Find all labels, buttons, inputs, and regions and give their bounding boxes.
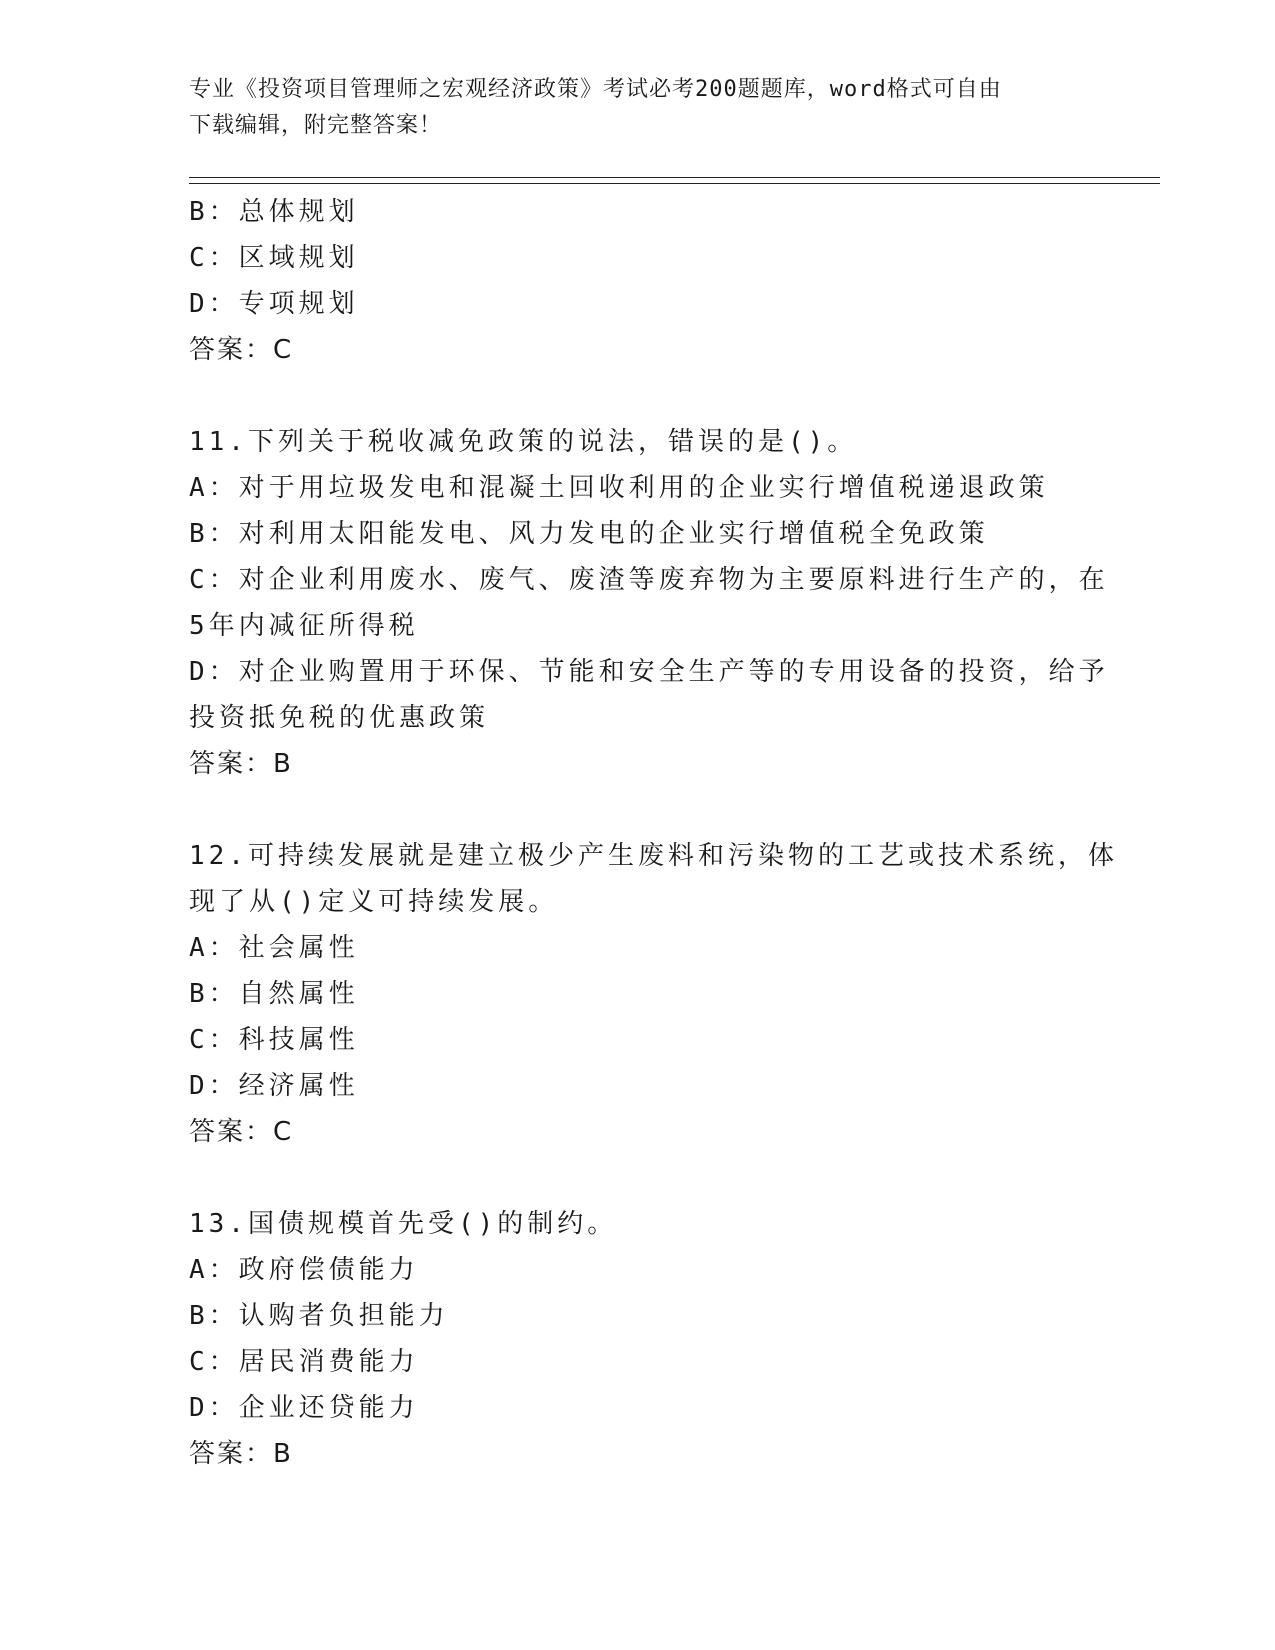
question-13 — [189, 1201, 1089, 1477]
header-divider-bottom — [189, 183, 1160, 184]
header-line-2: 下载编辑，附完整答案！ — [189, 113, 443, 138]
option-c: C：居民消费能力 — [189, 1347, 419, 1377]
header-divider-top — [189, 177, 1160, 178]
question-stem: 11.下列关于税收减免政策的说法，错误的是()。 — [189, 427, 858, 457]
spacer — [189, 787, 1089, 833]
question-11 — [189, 419, 1109, 787]
option-d: D：专项规划 — [189, 289, 359, 319]
option-c: C：科技属性 — [189, 1025, 359, 1055]
question-stem: 13.国债规模首先受()的制约。 — [189, 1209, 618, 1239]
option-b: B：自然属性 — [189, 979, 359, 1009]
option-a: A：政府偿债能力 — [189, 1255, 419, 1285]
question-stem-continued: 现了从()定义可持续发展。 — [189, 887, 559, 917]
option-d: D：经济属性 — [189, 1071, 359, 1101]
header-line-1: 专业《投资项目管理师之宏观经济政策》考试必考200题题库，word格式可自由 — [189, 77, 1002, 102]
option-a: A：对于用垃圾发电和混凝土回收利用的企业实行增值税递退政策 — [189, 473, 1049, 503]
option-c-continued: 5年内减征所得税 — [189, 611, 419, 641]
question-12 — [189, 833, 1118, 1155]
spacer — [189, 373, 1089, 419]
option-b: B：认购者负担能力 — [189, 1301, 449, 1331]
spacer — [189, 1155, 1089, 1201]
question-stem: 12.可持续发展就是建立极少产生废料和污染物的工艺或技术系统，体 — [189, 841, 1118, 871]
option-d: D：企业还贷能力 — [189, 1393, 419, 1423]
option-b: B：总体规划 — [189, 197, 359, 227]
document-body — [189, 189, 1118, 1477]
answer: 答案：C — [189, 1117, 294, 1147]
option-c: C：对企业利用废水、废气、废渣等废弃物为主要原料进行生产的，在 — [189, 565, 1109, 595]
option-d-continued: 投资抵免税的优惠政策 — [189, 703, 490, 733]
option-a: A：社会属性 — [189, 933, 359, 963]
question-10-continuation — [189, 189, 1089, 373]
option-c: C：区域规划 — [189, 243, 359, 273]
answer: 答案：B — [189, 749, 293, 779]
answer: 答案：C — [189, 335, 294, 365]
answer: 答案：B — [189, 1439, 293, 1469]
option-b: B：对利用太阳能发电、风力发电的企业实行增值税全免政策 — [189, 519, 989, 549]
option-d: D：对企业购置用于环保、节能和安全生产等的专用设备的投资，给予 — [189, 657, 1109, 687]
document-header — [189, 72, 1089, 144]
